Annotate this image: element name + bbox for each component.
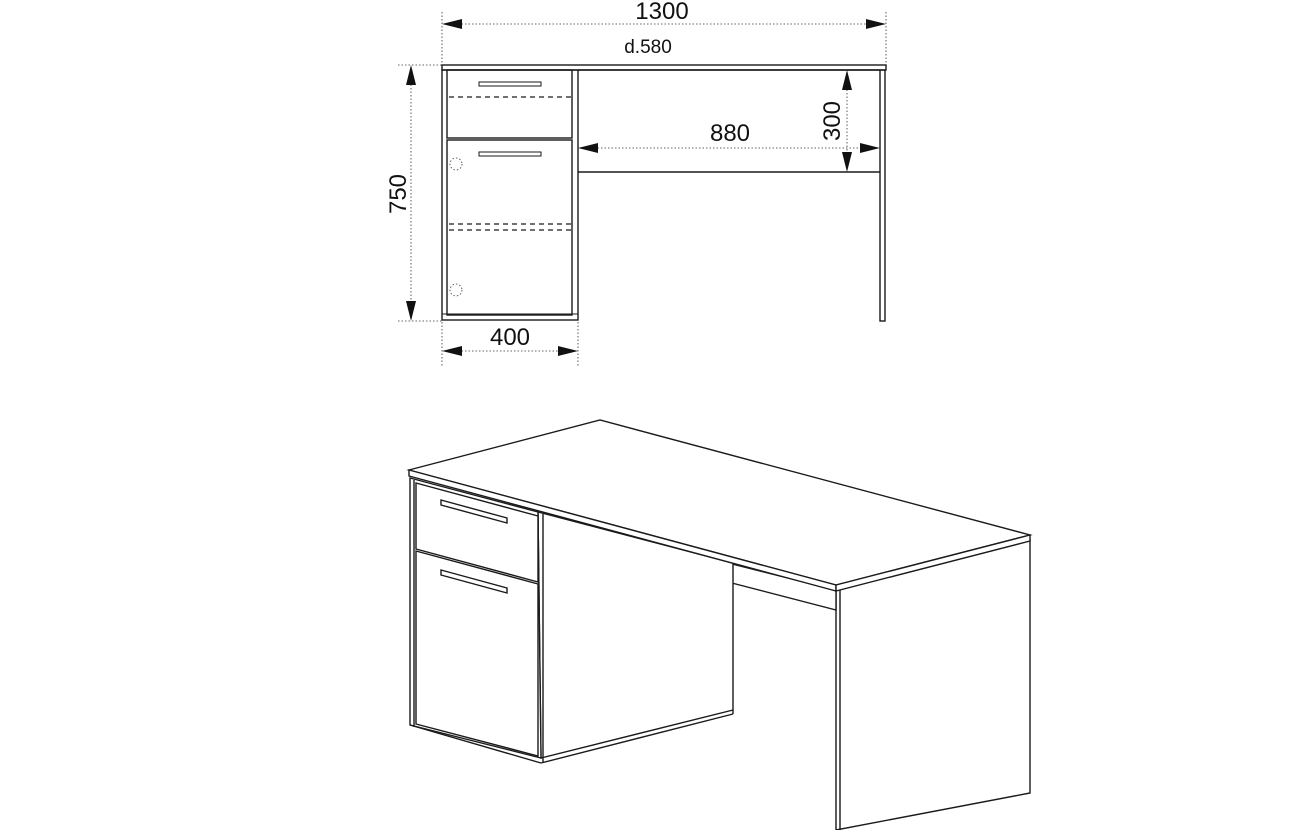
hinge-mark (450, 158, 462, 170)
arrowhead (558, 346, 578, 356)
knee-width-label: 880 (709, 120, 751, 147)
arrowhead (442, 19, 462, 29)
hinge-mark (450, 284, 462, 296)
arrowhead (866, 19, 886, 29)
right-leg (880, 70, 885, 321)
depth-label: d.580 (624, 37, 672, 58)
arrowhead (406, 65, 416, 85)
cabinet-width-label: 400 (489, 324, 531, 351)
arrowhead (578, 143, 598, 153)
width-label: 1300 (635, 0, 689, 25)
cabinet-body (442, 70, 578, 320)
drawer-front (447, 70, 572, 138)
panel-height-dimension (819, 70, 852, 172)
cabinet-width-dimension (442, 322, 578, 366)
height-dimension (385, 65, 442, 321)
perspective-view (409, 420, 1030, 830)
front-elevation (385, 0, 886, 366)
width-dimension (442, 0, 886, 66)
height-label: 750 (385, 173, 412, 215)
drawer-handle (479, 82, 541, 86)
arrowhead (842, 152, 852, 172)
door-front (447, 140, 572, 315)
arrowhead (842, 70, 852, 90)
door-handle (479, 152, 541, 156)
panel-height-label: 300 (819, 100, 846, 142)
arrowhead (860, 143, 880, 153)
arrowhead (406, 301, 416, 321)
arrowhead (442, 346, 462, 356)
desktop-slab (442, 65, 886, 70)
